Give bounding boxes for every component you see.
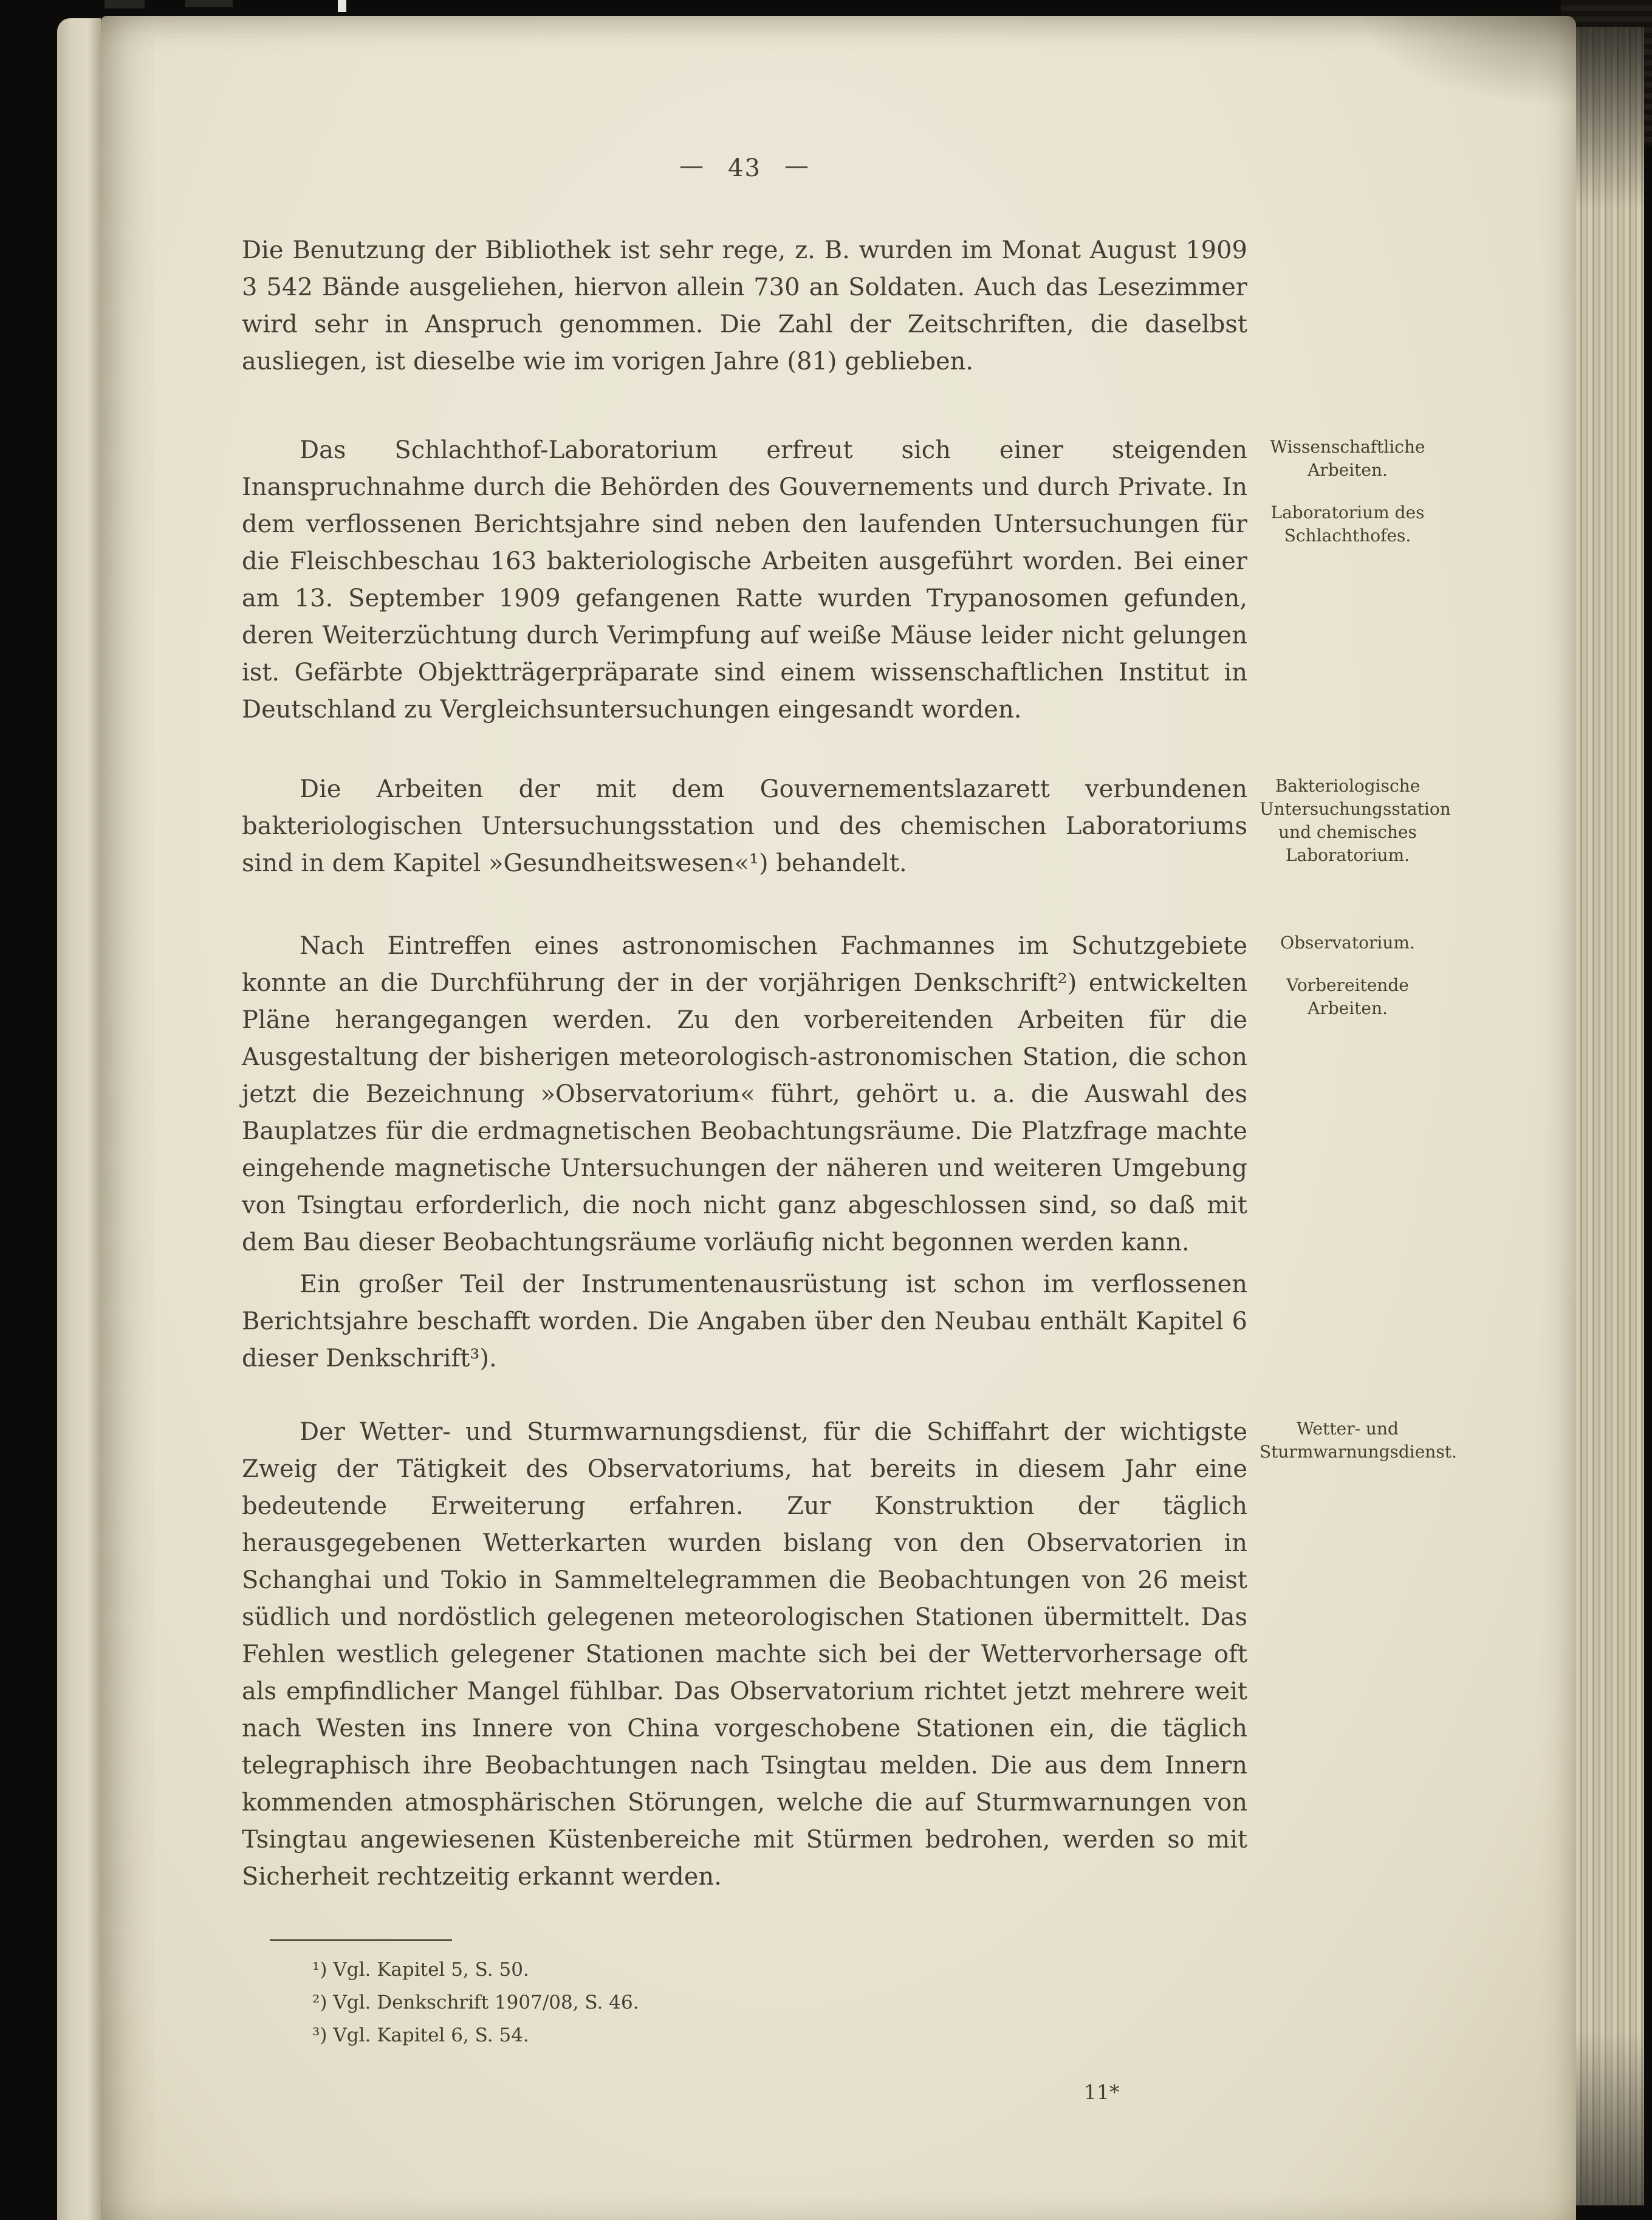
- book-page: [101, 16, 1576, 2220]
- margin-notes: [1260, 928, 1436, 1261]
- page-number-dash: —: [679, 152, 705, 180]
- paragraph: Die Benutzung der Bibliothek ist sehr rege, z. B. wurden im Monat August 1909 3 542 Bände ausgeliehen, hiervon allein 730 an Soldaten. Auch das Lesezimmer wird sehr in Anspruch genommen. Die Zahl der Zeitschriften, die daselbst ausliegen, ist dieselbe wie im vorigen Jahre (81) geblieben.: [242, 236, 1247, 375]
- paragraph: Die Arbeiten der mit dem Gouvernementslazarett verbundenen bakteriologischen Untersuchungsstation und des chemischen Laboratoriums sind in dem Kapitel »Gesundheitswesen«¹) behandelt.: [242, 775, 1247, 877]
- paragraph: Das Schlachthof-Laboratorium erfreut sich einer steigenden Inanspruchnahme durch die Behörden des Gouvernements und durch Private. In dem verflossenen Berichtsjahre sind neben den laufenden Untersuchungen für die Fleischbeschau 163 bakteriologische Arbeiten ausgeführt worden. Bei einer am 13. September 1909 gefangenen Ratte wurden Trypanosomen gefunden, deren Weiterzüchtung durch Verimpfung auf weiße Mäuse leider nicht gelungen ist. Gefärbte Objektträgerpräparate sind einem wissenschaftlichen Institut in Deutschland zu Vergleichsuntersuchungen eingesandt worden.: [242, 436, 1247, 724]
- margin-note: Observatorium.: [1280, 933, 1415, 953]
- paragraph: Nach Eintreffen eines astronomischen Fachmannes im Schutzgebiete konnte an die Durchführung der in der vorjährigen Denkschrift²) entwickelten Pläne herangegangen werden. Zu den vorbereitenden Arbeiten für die Ausgestaltung der bisherigen meteorologisch-astronomischen Station, die schon jetzt die Bezeichnung »Observatorium« führt, gehört u. a. die Auswahl des Bauplatzes für die erdmagnetischen Beobachtungsräume. Die Platzfrage machte eingehende magnetische Untersuchungen der näheren und weiteren Umgebung von Tsingtau erforderlich, die noch nicht ganz abgeschlossen sind, so daß mit dem Bau dieser Beobachtungsräume vorläufig nicht begonnen werden kann.: [242, 932, 1247, 1256]
- scan-artifact: [185, 0, 233, 7]
- margin-notes: [1260, 232, 1436, 380]
- margin-notes: [1260, 771, 1451, 882]
- margin-note: Bakteriologische Untersuchungsstation und chemisches Laboratorium.: [1260, 776, 1451, 865]
- text-section-instrumente: [242, 1266, 1436, 1377]
- text-section-untersuchungsstation: [242, 771, 1451, 882]
- page-corner-shadow: [1357, 16, 1576, 107]
- footnote: ²) Vgl. Denkschrift 1907/08, S. 46.: [312, 1992, 639, 2013]
- paragraph: Der Wetter- und Sturmwarnungsdienst, für die Schiffahrt der wichtigste Zweig der Tätigkeit des Observatoriums, hat bereits in diesem Jahr eine bedeutende Erweiterung erfahren. Zur Konstruktion der täglich herausgegebenen Wetterkarten wurden bislang von den Observatorien in Schanghai und Tokio in Sammeltelegrammen die Beobachtungen von 26 meist südlich und nordöstlich gelegenen meteorologischen Stationen übermittelt. Das Fehlen westlich gelegener Stationen machte sich bei der Wettervorhersage oft als empfindlicher Mangel fühlbar. Das Observatorium richtet jetzt mehrere weit nach Westen ins Innere von China vorgeschobene Stationen ein, die täglich telegraphisch ihre Beobachtungen nach Tsingtau melden. Die aus dem Innern kommenden atmosphärischen Störungen, welche die auf Sturmwarnungen von Tsingtau angewiesenen Küstenbereiche mit Stürmen bedrohen, werden so mit Sicherheit rechtzeitig erkannt werden.: [242, 1418, 1247, 1891]
- footnote: ³) Vgl. Kapitel 6, S. 54.: [312, 2024, 529, 2046]
- page-number-value: 43: [728, 154, 761, 182]
- margin-notes: [1260, 1414, 1457, 1896]
- paragraph: Ein großer Teil der Instrumentenausrüstung ist schon im verflossenen Berichtsjahre beschafft worden. Die Angaben über den Neubau enthält Kapitel 6 dieser Denkschrift³).: [242, 1270, 1247, 1372]
- footnote: ¹) Vgl. Kapitel 5, S. 50.: [312, 1959, 529, 1981]
- page-content: [242, 152, 1457, 2052]
- scan-artifact: [105, 0, 145, 9]
- footnotes: [242, 1939, 1247, 2052]
- left-page-edge: [57, 18, 101, 2220]
- scan-artifact: [338, 0, 346, 12]
- text-section-schlachthof: [242, 432, 1436, 728]
- page-stack-edges: [1576, 27, 1644, 2205]
- footnote-rule: [270, 1939, 452, 1941]
- margin-note: Wissenschaftliche Arbeiten.: [1270, 437, 1425, 480]
- text-section-wetterdienst: [242, 1414, 1457, 1896]
- text-section-bibliothek: [242, 232, 1436, 380]
- text-section-observatorium: [242, 928, 1436, 1261]
- page-number: [242, 154, 1247, 182]
- margin-note: Vorbereitende Arbeiten.: [1286, 975, 1409, 1018]
- margin-note: Wetter- und Sturmwarnungsdienst.: [1260, 1419, 1457, 1462]
- margin-notes: [1260, 1266, 1436, 1377]
- margin-note: Laboratorium des Schlachthofes.: [1270, 502, 1425, 546]
- printer-signature: 11*: [1084, 2080, 1120, 2104]
- page-number-dash: —: [784, 152, 810, 180]
- margin-notes: [1260, 432, 1436, 728]
